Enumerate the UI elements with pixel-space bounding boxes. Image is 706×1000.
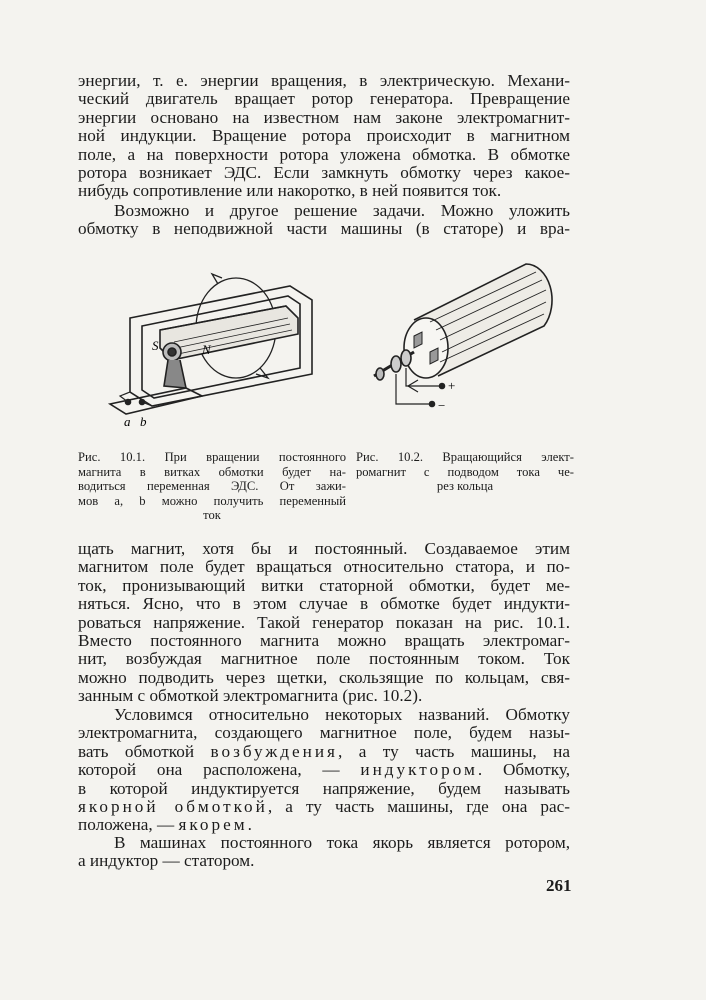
- paragraph-3: [78, 540, 570, 706]
- shaft-end: [376, 368, 384, 380]
- text-line: поле, а на поверхности ротора уложена обмотка. В обмотке: [78, 144, 570, 164]
- figure-10-1-caption: [78, 450, 346, 523]
- terminal-b-icon: [140, 400, 145, 405]
- minus-label: −: [438, 398, 446, 413]
- term-armature: якорем: [178, 815, 248, 835]
- paragraph-2: [78, 202, 570, 239]
- text-line: [78, 761, 570, 779]
- text-line: Условимся относительно некоторых названий. Обмотку: [114, 705, 570, 724]
- bearing-stand: [164, 360, 186, 388]
- text-line: ток, пронизывающий витки статорной обмотки, будет ме-: [78, 575, 570, 595]
- paragraph-4: [78, 706, 570, 835]
- text-line: электромагнита, создающего магнитное поле, будем назы-: [78, 723, 570, 743]
- text-line: В машинах постоянного тока якорь является ротором,: [114, 833, 570, 852]
- text-segment: , а ту часть машины, где она рас-: [267, 797, 570, 817]
- figure-10-2-rotating-electromagnet: [366, 252, 566, 422]
- text-line: роваться напряжение. Такой генератор показан на рис. 10.1.: [78, 612, 570, 632]
- caption-line: мов a, b можно получить переменный: [78, 493, 346, 508]
- term-excitation: возбуждения: [210, 741, 338, 761]
- slip-ring-2: [391, 356, 401, 372]
- pole-label-s: S: [152, 338, 159, 353]
- page-number: 261: [546, 876, 572, 895]
- text-line: ной индукции. Вращение ротора происходит в магнитном: [78, 126, 570, 146]
- terminal-minus-icon: [430, 402, 435, 407]
- terminal-plus-icon: [440, 384, 445, 389]
- text-line: ческий двигатель вращает ротор генератора. Превращение: [78, 89, 570, 109]
- text-line: обмотку в неподвижной части машины (в статоре) и вра-: [78, 219, 570, 239]
- caption-line: ток: [203, 508, 221, 523]
- text-line: в которой индуктируется напряжение, будем называть: [78, 778, 570, 798]
- caption-line: водиться переменная ЭДС. От зажи-: [78, 479, 346, 494]
- text-line: няться. Ясно, что в этом случае в обмотке будет индукти-: [78, 594, 570, 614]
- caption-line: Рис. 10.2. Вращающийся элект-: [356, 450, 574, 464]
- text-line: щать магнит, хотя бы и постоянный. Создаваемое этим: [78, 539, 570, 558]
- text-line: Вместо постоянного магнита можно вращать электромаг-: [78, 631, 570, 651]
- text-segment: .: [247, 815, 252, 835]
- text-line: ротора возникает ЭДС. Если замкнуть обмотку через какое-: [78, 163, 570, 183]
- text-line: [78, 743, 570, 761]
- text-line: магнитом поле будет вращаться относительно статора, и по-: [78, 557, 570, 577]
- figure-10-2-caption: [356, 450, 574, 494]
- base-plate: [110, 388, 202, 414]
- shaft: [168, 348, 176, 356]
- caption-line: Рис. 10.1. При вращении постоянного: [78, 450, 346, 464]
- figure-10-1-permanent-magnet-generator: [90, 256, 330, 440]
- plus-label: +: [448, 378, 456, 393]
- terminal-label-b: b: [140, 414, 147, 429]
- text-segment: положена, —: [78, 815, 179, 835]
- pole-label-n: N: [202, 342, 211, 357]
- terminal-label-a: a: [124, 414, 131, 429]
- text-segment: которой она расположена, —: [78, 760, 361, 780]
- paragraph-5: [78, 834, 570, 871]
- text-line: энергии основано на известном нам законе электромагнит-: [78, 107, 570, 127]
- paragraph-1: [78, 72, 570, 201]
- text-line: [78, 798, 570, 816]
- slip-ring-1: [401, 350, 411, 366]
- caption-line: рез кольца: [436, 479, 494, 494]
- term-inductor: индуктором: [360, 760, 478, 780]
- terminal-a-icon: [126, 400, 131, 405]
- text-line: а индуктор — статором.: [78, 851, 255, 871]
- text-line: можно подводить через щетки, скользящие по кольцам, свя-: [78, 667, 570, 687]
- text-segment: , а ту часть машины, на: [337, 741, 570, 761]
- text-line: Возможно и другое решение задачи. Можно уложить: [114, 201, 570, 220]
- text-line: нит, возбуждая магнитное поле постоянным током. Ток: [78, 649, 570, 669]
- text-line: занным с обмоткой электромагнита (рис. 10.2).: [78, 686, 423, 706]
- text-segment: вать обмоткой: [78, 741, 211, 761]
- text-segment: . Обмотку,: [477, 760, 570, 780]
- rotation-arrow-icon: [212, 274, 222, 284]
- term-armature-winding: якорной обмоткой: [78, 797, 268, 817]
- text-line: энергии, т. е. энергии вращения, в электрическую. Механи-: [78, 71, 570, 90]
- caption-line: ромагнит с подводом тока че-: [356, 464, 574, 479]
- text-line: нибудь сопротивление или накоротко, в ней появится ток.: [78, 181, 502, 201]
- caption-line: магнита в витках обмотки будет на-: [78, 464, 346, 479]
